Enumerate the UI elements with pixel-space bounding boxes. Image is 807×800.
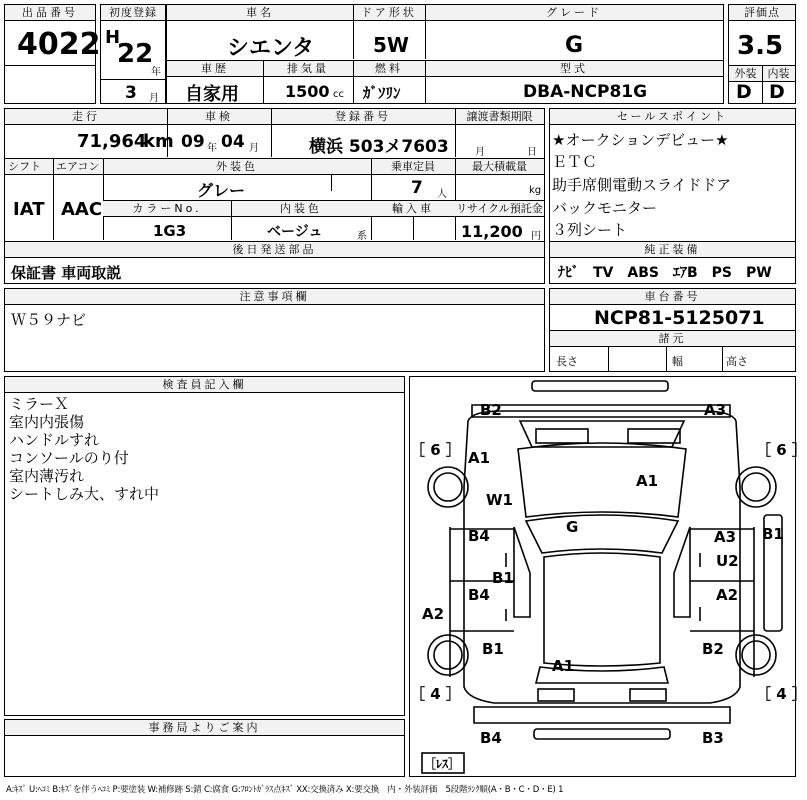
right-front-glass	[674, 527, 690, 617]
details-box	[4, 108, 545, 284]
first-registration-box	[100, 4, 166, 104]
recycle-label: リサイクル預託金	[456, 202, 543, 215]
sales-points-label: セールスポイント	[550, 109, 795, 125]
mark-b4-front-door: B4	[468, 527, 490, 545]
displacement-unit: cc	[333, 89, 344, 100]
specs-label: 諸元	[550, 331, 795, 347]
interior-color: ベージュ	[267, 224, 323, 240]
mark-a3-front: A3	[704, 401, 727, 419]
lot-number-label: 出品番号	[5, 5, 95, 21]
mark-g: G	[566, 518, 579, 536]
fuel-label: 燃料	[353, 61, 425, 77]
vehicle-info-box	[166, 4, 724, 104]
inspection-month-unit: 月	[249, 143, 259, 154]
mileage: 71,964	[77, 131, 147, 152]
reg-number-label: 登録番号	[271, 109, 455, 125]
reg-year-unit: 年	[151, 67, 161, 78]
recycle-unit: 円	[531, 231, 541, 242]
grade: G	[565, 33, 584, 58]
mileage-label: 走行	[5, 109, 167, 125]
front-bumper-outline	[532, 381, 668, 391]
inspector-box	[4, 376, 405, 716]
width-label: 幅	[672, 355, 683, 368]
mark-b1-rear: B1	[482, 640, 504, 658]
door-type: 5W	[373, 33, 409, 57]
interior-grade: D	[769, 81, 785, 103]
mark-b2-front: B2	[480, 401, 502, 419]
windshield	[526, 515, 678, 553]
sales-points-box	[549, 108, 796, 284]
notes-label: 注意事項欄	[5, 289, 544, 305]
left-front-glass	[514, 527, 530, 617]
chassis-number: NCP81-5125071	[594, 307, 765, 329]
exterior-color-label: 外装色	[103, 159, 371, 175]
history-label: 車歴	[167, 61, 263, 77]
inspector-line-2: 室内内張傷	[9, 413, 85, 431]
inspector-label: 検査員記入欄	[5, 377, 404, 393]
sales-point-5: ３列シート	[552, 221, 628, 239]
car-name: シエンタ	[227, 36, 315, 61]
tire-rear-right: ［ 4 ］	[756, 685, 807, 703]
height-label: 高さ	[726, 355, 748, 368]
era: H	[105, 27, 121, 48]
mark-a1-hood: A1	[636, 472, 659, 490]
color-number: 1G3	[153, 222, 187, 240]
exterior-color: グレー	[197, 181, 246, 200]
history: 自家用	[185, 84, 239, 105]
capacity-unit: 人	[437, 189, 447, 200]
notes-box	[4, 288, 545, 372]
inspector-line-6: シートしみ大、すれ中	[9, 485, 160, 503]
later-parts: 保証書 車両取説	[11, 264, 122, 282]
mark-a1-fender: A1	[468, 449, 491, 467]
interior-label: 内装	[762, 66, 795, 82]
lot-number-box	[4, 4, 101, 104]
sales-point-4: バックモニター	[552, 199, 658, 217]
sales-point-3: 助手席側電動スライドドア	[552, 176, 732, 194]
damage-diagram	[409, 376, 807, 777]
model-code: DBA-NCP81G	[523, 82, 648, 102]
recycle-deposit: 11,200	[461, 222, 523, 241]
inspector-line-3: ハンドルすれ	[9, 431, 100, 449]
equipment: ﾅﾋﾞ TV ABS ｴｱB PS PW	[558, 265, 772, 281]
inspector-line-4: コンソールのり付	[9, 449, 129, 467]
aircon-label: エアコン	[53, 159, 103, 175]
import-label: 輸入車	[371, 201, 455, 217]
chassis-box	[549, 288, 796, 372]
mark-b1-right: B1	[762, 525, 784, 543]
aircon: AAC	[61, 199, 103, 220]
inspection-label: 車検	[167, 109, 271, 125]
tire-front-left: ［ 6 ］	[410, 441, 461, 459]
inspection-month: 04	[221, 132, 245, 152]
mark-a2-left: A2	[422, 605, 445, 623]
headlamp-right	[628, 429, 680, 443]
shift-label: シフト	[5, 159, 53, 175]
mark-u2: U2	[716, 552, 739, 570]
sales-point-1: ★オークションデビュー★	[552, 131, 729, 149]
mark-b1-rocker: B1	[492, 569, 514, 587]
notes: Ｗ５９ナビ	[11, 311, 87, 329]
score-label: 評価点	[729, 5, 795, 21]
tail-lamp-left	[538, 689, 574, 701]
max-load-label: 最大積載量	[455, 159, 544, 175]
fuel: ｶﾞｿﾘﾝ	[363, 84, 401, 102]
registration-number: 横浜 503メ7603	[309, 137, 449, 157]
model-label: 型式	[425, 61, 723, 77]
roof	[544, 553, 660, 666]
color-number-label: カラーNo.	[103, 201, 231, 217]
mark-w1: W1	[486, 491, 513, 509]
hood	[518, 443, 686, 517]
interior-color-unit: 系	[357, 231, 367, 242]
grade-label: グレード	[425, 5, 723, 21]
tire-front-right: ［ 6 ］	[756, 441, 807, 459]
displacement-label: 排気量	[263, 61, 353, 77]
chassis-number-label: 車台番号	[550, 289, 795, 305]
later-parts-label: 後日発送部品	[5, 242, 544, 258]
mark-a1-roof: A1	[552, 657, 575, 675]
equipment-label: 純正装備	[550, 242, 795, 258]
reg-month: 3	[125, 83, 137, 103]
office-box	[4, 719, 405, 777]
length-label: 長さ	[556, 355, 578, 368]
spare-tire: ［ﾚｽ］	[424, 757, 461, 771]
lot-number: 4022	[17, 27, 101, 62]
mark-a2-right: A2	[716, 586, 739, 604]
inspection-year-unit: 年	[207, 143, 217, 154]
transfer-deadline-label: 譲渡書類期限	[455, 109, 544, 125]
inspector-line-1: ミラーＸ	[9, 395, 70, 413]
tire-rear-left: ［ 4 ］	[410, 685, 461, 703]
shift: IAT	[13, 199, 45, 220]
mark-a3-right-door: A3	[714, 528, 737, 546]
exterior-grade: D	[736, 81, 752, 103]
max-load-unit: kg	[529, 185, 542, 196]
inspector-line-5: 室内薄汚れ	[9, 467, 85, 485]
sales-point-2: ＥＴＣ	[552, 153, 598, 171]
score-box	[728, 4, 796, 104]
displacement: 1500	[285, 82, 330, 101]
first-registration-label: 初度登録	[101, 5, 165, 21]
headlamp-left	[536, 429, 588, 443]
inspection-year: 09	[181, 132, 205, 152]
rear-bumper-panel	[474, 707, 730, 723]
capacity-label: 乗車定員	[371, 159, 455, 175]
car-name-label: 車名	[167, 5, 353, 21]
capacity: 7	[411, 178, 423, 198]
rear-bumper-outline	[534, 729, 670, 739]
reg-year: 22	[117, 39, 154, 69]
mark-b4-rear-bumper: B4	[480, 729, 502, 747]
score: 3.5	[737, 31, 784, 61]
door-label: ドア形状	[353, 5, 425, 21]
mileage-unit: km	[143, 131, 174, 152]
legend: A:ｷｽﾞ U:ﾍｺﾐ B:ｷｽﾞを伴うﾍｺﾐ P:要塗装 W:補修跡 S:錆 C:腐食 G:ﾌﾛﾝﾄｶﾞﾗｽ点ｷｽﾞ XX:交換済み X:要交換 内・外装評価 5段階ﾗﾝｸ順(A・B・C・D・E) 1	[6, 785, 564, 795]
tail-lamp-right	[630, 689, 666, 701]
office-label: 事務局よりご案内	[5, 720, 404, 736]
mark-b4-rear-door: B4	[468, 586, 490, 604]
transfer-day-unit: 日	[527, 147, 537, 158]
mark-b3-rear-bumper: B3	[702, 729, 724, 747]
interior-color-label: 内装色	[231, 201, 371, 217]
reg-month-unit: 月	[149, 93, 159, 104]
mark-b2-rear: B2	[702, 640, 724, 658]
exterior-label: 外装	[729, 66, 762, 82]
transfer-month-unit: 月	[475, 147, 485, 158]
